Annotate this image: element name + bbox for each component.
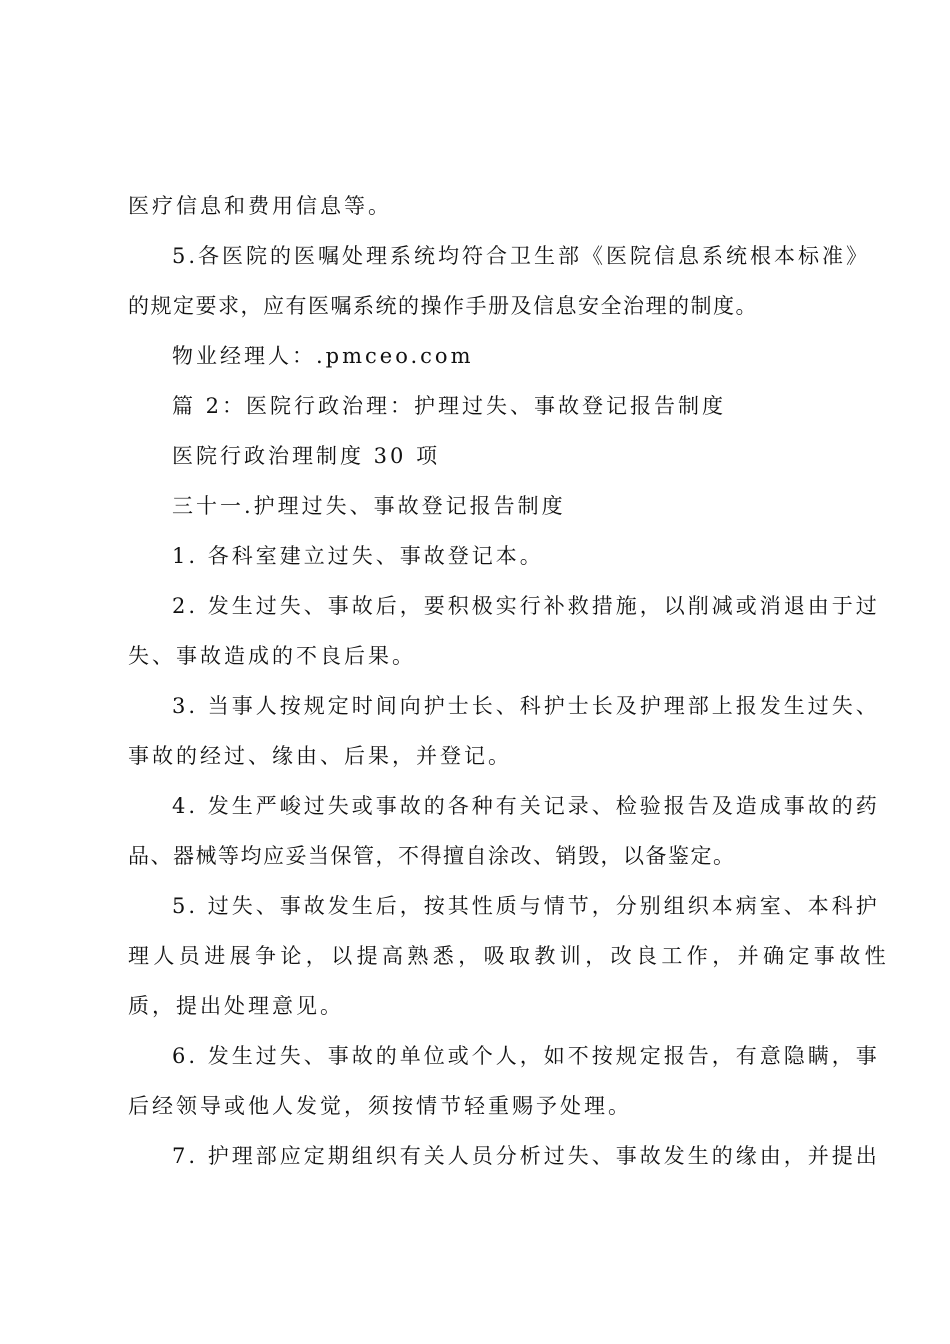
text-line-17: 质，提出处理意见。 <box>128 994 344 1018</box>
text-line-18: 6. 发生过失、事故的单位或个人，如不按规定报告，有意隐瞒，事 <box>172 1044 880 1068</box>
text-line-13: 4. 发生严峻过失或事故的各种有关记录、检验报告及造成事故的药 <box>172 794 880 818</box>
text-line-19: 后经领导或他人发觉，须按情节轻重赐予处理。 <box>128 1094 632 1118</box>
text-line-15: 5. 过失、事故发生后，按其性质与情节，分别组织本病室、本科护 <box>172 894 880 918</box>
text-line-1: 医疗信息和费用信息等。 <box>128 194 392 218</box>
text-line-16: 理人员进展争论，以提高熟悉，吸取教训，改良工作，并确定事故性 <box>128 944 890 968</box>
text-line-10: 失、事故造成的不良后果。 <box>128 644 416 668</box>
text-line-5: 篇 2：医院行政治理：护理过失、事故登记报告制度 <box>172 394 727 418</box>
text-line-8: 1. 各科室建立过失、事故登记本。 <box>172 544 544 568</box>
text-line-3: 的规定要求，应有医嘱系统的操作手册及信息安全治理的制度。 <box>128 294 758 318</box>
text-line-11: 3. 当事人按规定时间向护士长、科护士长及护理部上报发生过失、 <box>172 694 880 718</box>
text-line-2: 5.各医院的医嘱处理系统均符合卫生部《医院信息系统根本标准》 <box>172 244 871 268</box>
text-line-4: 物业经理人：.pmceo.com <box>172 344 474 368</box>
text-line-14: 品、器械等均应妥当保管，不得擅自涂改、销毁，以备鉴定。 <box>128 844 736 868</box>
text-line-12: 事故的经过、缘由、后果，并登记。 <box>128 744 512 768</box>
text-line-6: 医院行政治理制度 30 项 <box>172 444 441 468</box>
text-line-20: 7. 护理部应定期组织有关人员分析过失、事故发生的缘由，并提出 <box>172 1144 880 1168</box>
text-line-7: 三十一.护理过失、事故登记报告制度 <box>172 494 566 518</box>
text-line-9: 2. 发生过失、事故后，要积极实行补救措施，以削减或消退由于过 <box>172 594 880 618</box>
